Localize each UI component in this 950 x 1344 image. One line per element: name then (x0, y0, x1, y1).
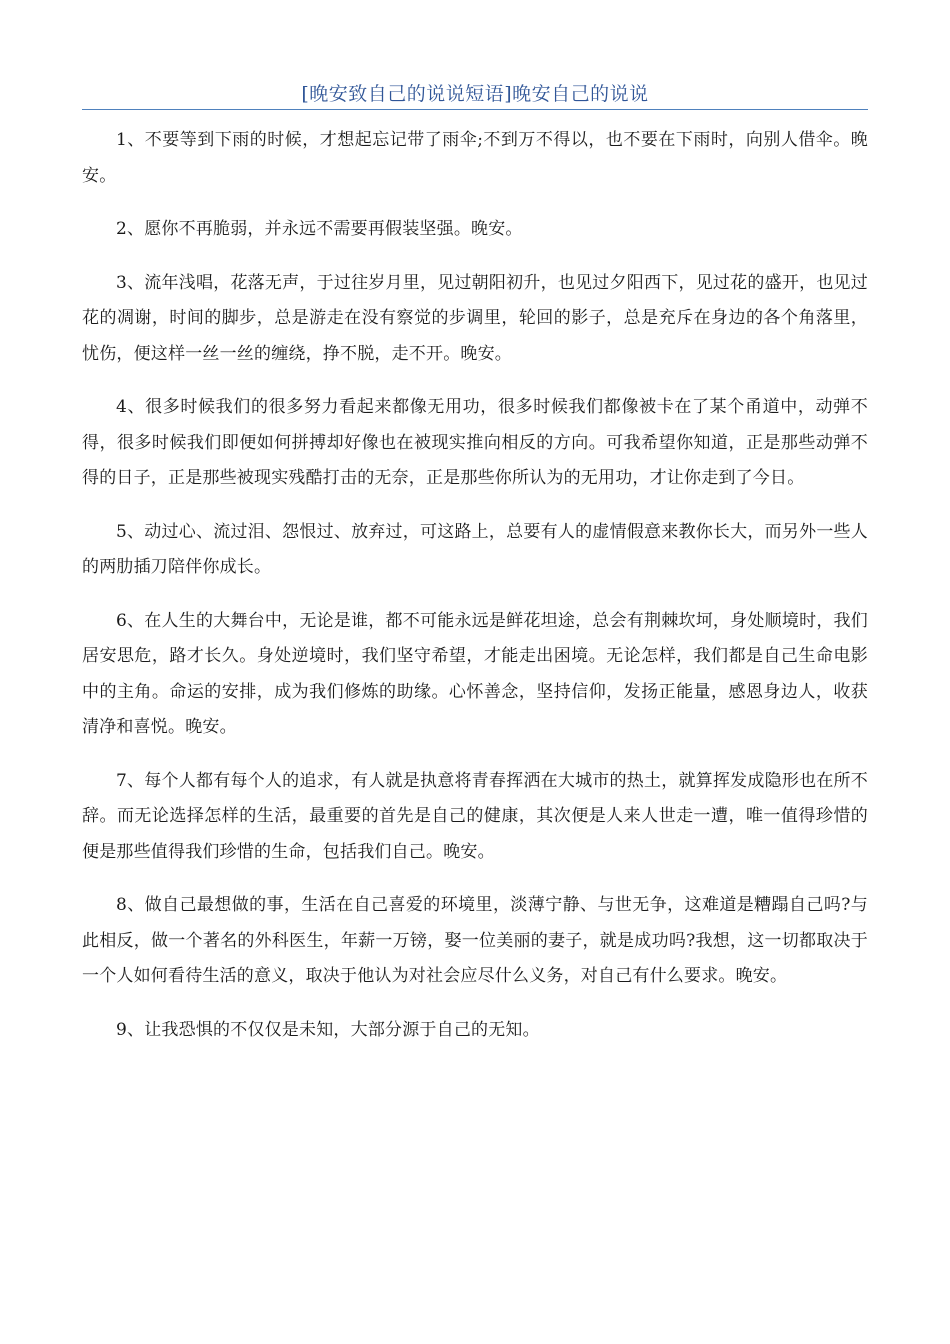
paragraph-6: 6、在人生的大舞台中，无论是谁，都不可能永远是鲜花坦途，总会有荆棘坎坷，身处顺境时，我们居安思危，路才长久。身处逆境时，我们坚守希望，才能走出困境。无论怎样，我们都是自己生命电影中的主角。命运的安排，成为我们修炼的助缘。心怀善念，坚持信仰，发扬正能量，感恩身边人，收获清净和喜悦。晚安。 (82, 610, 868, 737)
paragraph-5: 5、动过心、流过泪、怨恨过、放弃过，可这路上，总要有人的虚情假意来教你长大，而另外一些人的两肋插刀陪伴你成长。 (82, 521, 868, 577)
title-underline (82, 109, 868, 110)
paragraph-7: 7、每个人都有每个人的追求，有人就是执意将青春挥洒在大城市的热土，就算挥发成隐形也在所不辞。而无论选择怎样的生活，最重要的首先是自己的健康，其次便是人来人世走一遭，唯一值得珍惜的便是那些值得我们珍惜的生命，包括我们自己。晚安。 (82, 770, 868, 862)
paragraph-8: 8、做自己最想做的事，生活在自己喜爱的环境里，淡薄宁静、与世无争，这难道是糟蹋自己吗?与此相反，做一个著名的外科医生，年薪一万镑，娶一位美丽的妻子，就是成功吗?我想，这一切都取决于一个人如何看待生活的意义，取决于他认为对社会应尽什么义务，对自己有什么要求。晚安。 (82, 895, 868, 986)
document-body (82, 123, 868, 1066)
paragraph-9: 9、让我恐惧的不仅仅是未知，大部分源于自己的无知。 (116, 1019, 540, 1040)
paragraph-3: 3、流年浅唱，花落无声，于过往岁月里，见过朝阳初升，也见过夕阳西下，见过花的盛开，也见过花的凋谢，时间的脚步，总是游走在没有察觉的步调里，轮回的影子，总是充斥在身边的各个角落里，忧伤，便这样一丝一丝的缠绕，挣不脱，走不开。晚安。 (82, 272, 868, 364)
document-title: [晚安致自己的说说短语]晚安自己的说说 (301, 83, 649, 105)
paragraph-2: 2、愿你不再脆弱，并永远不需要再假装坚强。晚安。 (116, 219, 523, 239)
paragraph-1: 1、不要等到下雨的时候，才想起忘记带了雨伞;不到万不得以，也不要在下雨时，向别人借伞。晚安。 (82, 130, 868, 186)
paragraph-4: 4、很多时候我们的很多努力看起来都像无用功，很多时候我们都像被卡在了某个甬道中，动弹不得，很多时候我们即便如何拼搏却好像也在被现实推向相反的方向。可我希望你知道，正是那些动弹不得的日子，正是那些被现实残酷打击的无奈，正是那些你所认为的无用功，才让你走到了今日。 (82, 397, 868, 488)
